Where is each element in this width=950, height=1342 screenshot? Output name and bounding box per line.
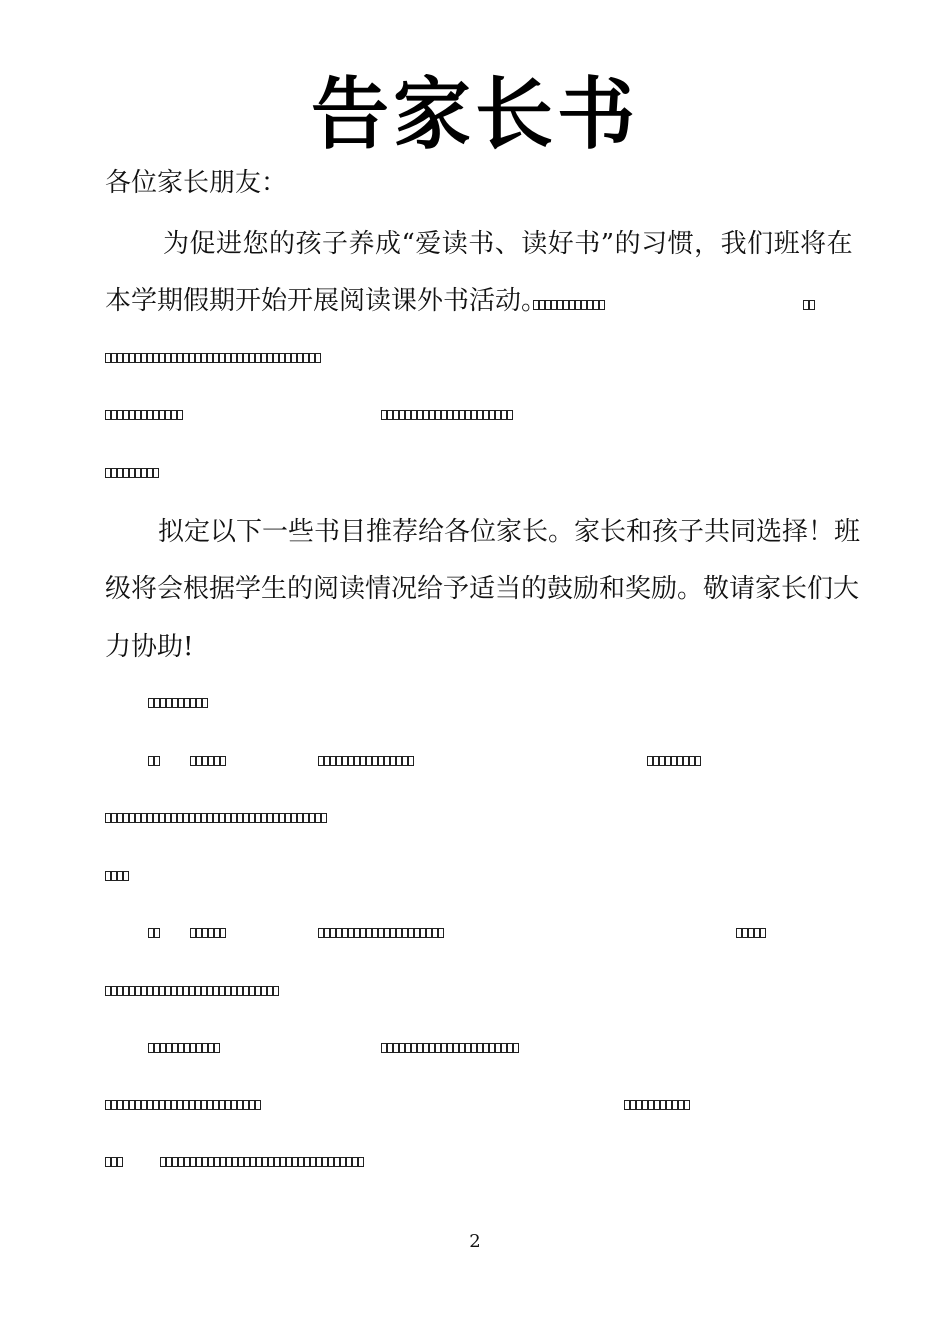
garbled-glyph bbox=[154, 928, 160, 938]
garbled-glyph bbox=[123, 871, 129, 881]
garbled-glyph bbox=[599, 300, 605, 310]
paragraph-1-line-2: 本学期假期开始开展阅读课外书活动。 bbox=[105, 286, 548, 316]
garbled-text bbox=[381, 1043, 519, 1055]
garbled-glyph bbox=[695, 756, 701, 766]
salutation: 各位家长朋友： bbox=[105, 168, 288, 198]
garbled-text bbox=[318, 928, 449, 940]
garbled-glyph bbox=[358, 1157, 364, 1167]
garbled-glyph bbox=[513, 1043, 519, 1053]
paragraph-2-line-2: 级将会根据学生的阅读情况给予适当的鼓励和奖励。敬请家长们大 bbox=[105, 574, 860, 604]
garbled-text bbox=[105, 813, 331, 825]
garbled-text bbox=[105, 410, 183, 422]
garbled-text bbox=[105, 353, 325, 365]
garbled-text bbox=[803, 300, 815, 312]
garbled-glyph bbox=[507, 410, 513, 420]
garbled-glyph bbox=[255, 1100, 261, 1110]
garbled-glyph bbox=[214, 1043, 220, 1053]
garbled-text bbox=[105, 468, 163, 480]
garbled-glyph bbox=[220, 756, 226, 766]
garbled-text bbox=[381, 410, 517, 422]
garbled-glyph bbox=[809, 300, 815, 310]
garbled-glyph bbox=[438, 928, 444, 938]
garbled-text bbox=[148, 756, 162, 768]
garbled-text bbox=[105, 1100, 263, 1112]
garbled-text bbox=[190, 756, 228, 768]
document-title: 告家长书 bbox=[310, 70, 639, 160]
paragraph-2-line-1: 拟定以下一些书目推荐给各位家长。家长和孩子共同选择！班 bbox=[158, 517, 861, 547]
garbled-glyph bbox=[154, 756, 160, 766]
garbled-glyph bbox=[408, 756, 414, 766]
garbled-glyph bbox=[153, 468, 159, 478]
garbled-glyph bbox=[684, 1100, 690, 1110]
garbled-glyph bbox=[117, 1157, 123, 1167]
paragraph-1-line-1: 为促进您的孩子养成“爱读书、读好书”的习惯，我们班将在 bbox=[163, 229, 854, 259]
garbled-text bbox=[318, 756, 414, 768]
paragraph-2-line-3: 力协助! bbox=[105, 632, 194, 662]
garbled-text bbox=[647, 756, 705, 768]
garbled-glyph bbox=[177, 410, 183, 420]
garbled-text bbox=[105, 871, 132, 883]
page-number: 2 bbox=[469, 1231, 481, 1252]
garbled-text bbox=[190, 928, 230, 940]
garbled-text bbox=[148, 698, 212, 710]
garbled-text bbox=[148, 1043, 221, 1055]
garbled-text bbox=[533, 300, 609, 312]
garbled-text bbox=[148, 928, 162, 940]
garbled-text bbox=[105, 1157, 125, 1169]
garbled-text bbox=[160, 1157, 364, 1169]
garbled-glyph bbox=[315, 353, 321, 363]
garbled-glyph bbox=[273, 986, 279, 996]
garbled-glyph bbox=[760, 928, 766, 938]
garbled-text bbox=[736, 928, 770, 940]
garbled-text bbox=[105, 986, 283, 998]
garbled-glyph bbox=[321, 813, 327, 823]
garbled-text bbox=[624, 1100, 690, 1112]
garbled-glyph bbox=[220, 928, 226, 938]
garbled-glyph bbox=[202, 698, 208, 708]
